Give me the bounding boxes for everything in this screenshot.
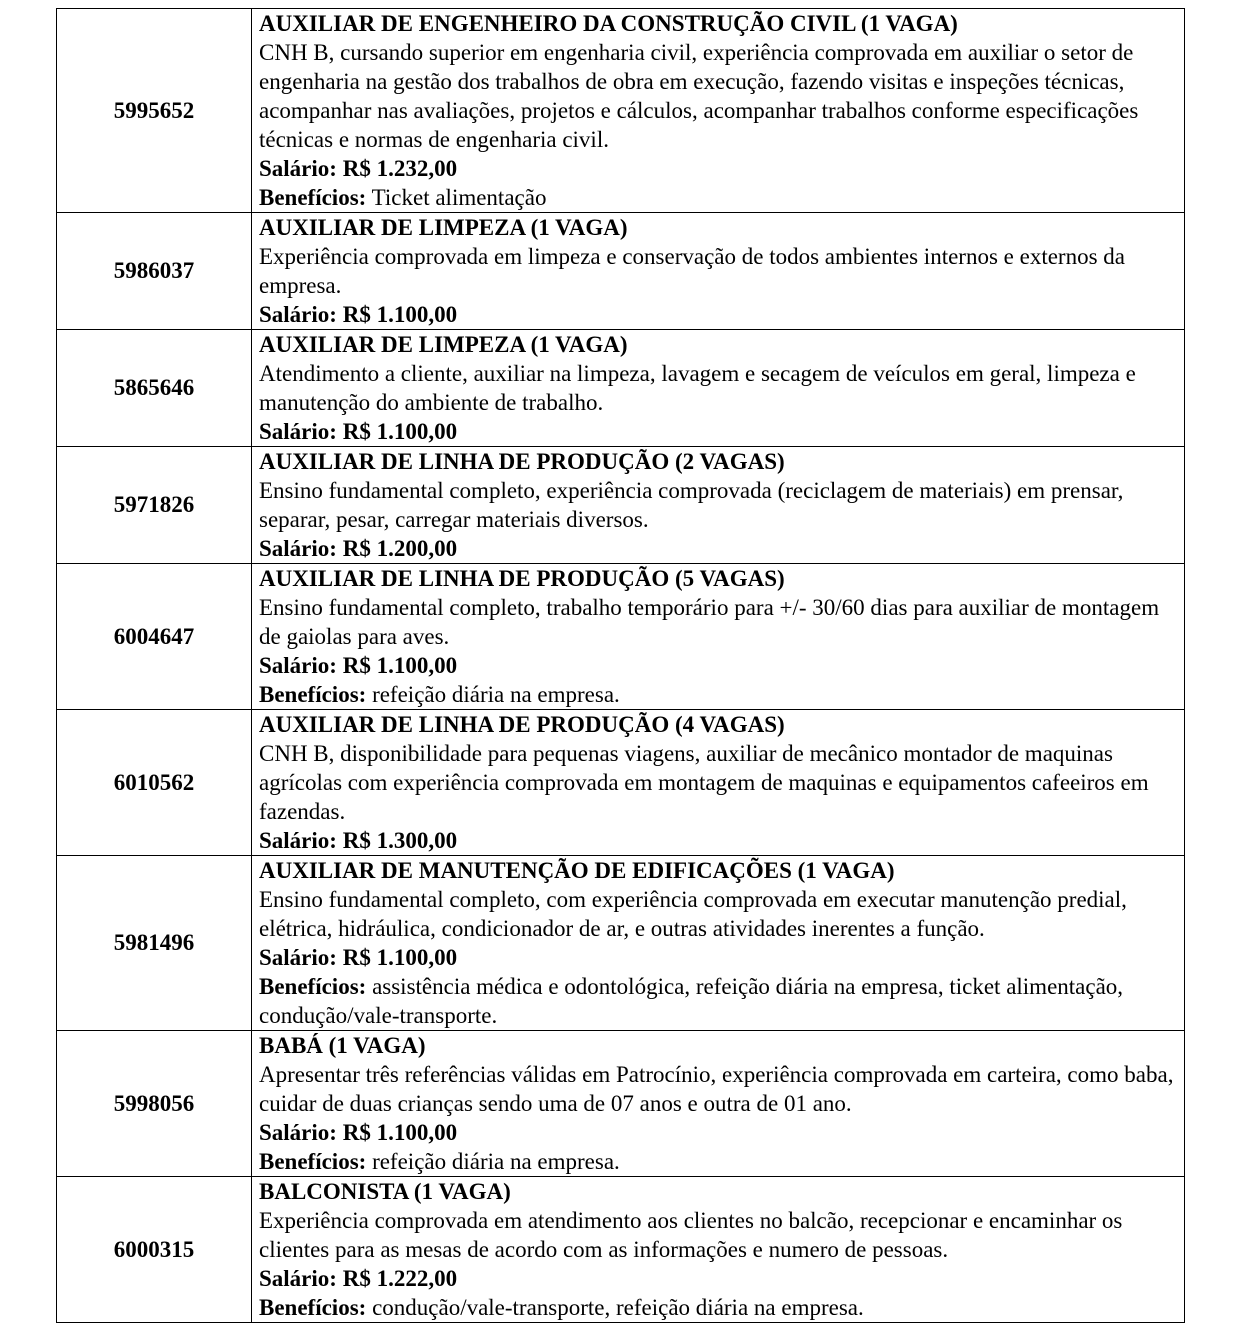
salary-value: R$ 1.100,00 bbox=[342, 1120, 458, 1145]
job-details bbox=[252, 1031, 1185, 1177]
salary-label: Salário: bbox=[259, 945, 337, 970]
job-salary bbox=[259, 651, 1176, 680]
job-description: Apresentar três referências válidas em Patrocínio, experiência comprovada em carteira, como baba, cuidar de duas crianças sendo uma de 07 anos e outra de 01 ano. bbox=[259, 1062, 1174, 1116]
benefits-label: Benefícios: bbox=[259, 185, 367, 210]
job-title: AUXILIAR DE LIMPEZA (1 VAGA) bbox=[259, 215, 628, 240]
job-benefits bbox=[259, 1293, 1176, 1322]
table-row bbox=[57, 9, 1185, 213]
job-salary bbox=[259, 943, 1176, 972]
job-benefits bbox=[259, 1147, 1176, 1176]
job-title: AUXILIAR DE ENGENHEIRO DA CONSTRUÇÃO CIVIL (1 VAGA) bbox=[259, 11, 958, 36]
job-details bbox=[252, 710, 1185, 856]
salary-label: Salário: bbox=[259, 1120, 337, 1145]
job-details bbox=[252, 213, 1185, 330]
job-details bbox=[252, 447, 1185, 564]
job-description: Ensino fundamental completo, com experiência comprovada em executar manutenção predial, elétrica, hidráulica, condicionador de ar, e outras atividades inerentes a função. bbox=[259, 887, 1127, 941]
salary-value: R$ 1.222,00 bbox=[342, 1266, 458, 1291]
table-row bbox=[57, 710, 1185, 856]
table-row bbox=[57, 213, 1185, 330]
salary-value: R$ 1.100,00 bbox=[342, 302, 458, 327]
job-description: Ensino fundamental completo, experiência comprovada (reciclagem de materiais) em prensar, separar, pesar, carregar materiais diversos. bbox=[259, 478, 1124, 532]
job-code: 5971826 bbox=[57, 447, 252, 564]
job-description: CNH B, disponibilidade para pequenas viagens, auxiliar de mecânico montador de maquinas agrícolas com experiência comprovada em montagem de maquinas e equipamentos cafeeiros em fazendas. bbox=[259, 741, 1149, 824]
job-description: CNH B, cursando superior em engenharia civil, experiência comprovada em auxiliar o setor de engenharia na gestão dos trabalhos de obra em execução, fazendo visitas e inspeções técnicas, acompanhar nas avaliações, projetos e cálculos, acompanhar trabalhos conforme especificações técnicas e normas de engenharia civil. bbox=[259, 40, 1139, 152]
table-row bbox=[57, 1031, 1185, 1177]
job-code: 6010562 bbox=[57, 710, 252, 856]
table-row bbox=[57, 1177, 1185, 1323]
salary-value: R$ 1.100,00 bbox=[342, 653, 458, 678]
job-benefits bbox=[259, 680, 1176, 709]
salary-label: Salário: bbox=[259, 1266, 337, 1291]
job-code: 6000315 bbox=[57, 1177, 252, 1323]
job-code: 6004647 bbox=[57, 564, 252, 710]
job-title: BABÁ (1 VAGA) bbox=[259, 1033, 426, 1058]
salary-label: Salário: bbox=[259, 302, 337, 327]
benefits-label: Benefícios: bbox=[259, 1149, 367, 1174]
salary-label: Salário: bbox=[259, 653, 337, 678]
job-details bbox=[252, 564, 1185, 710]
job-salary bbox=[259, 826, 1176, 855]
job-details bbox=[252, 9, 1185, 213]
job-salary bbox=[259, 1118, 1176, 1147]
benefits-value: Ticket alimentação bbox=[371, 185, 547, 210]
salary-value: R$ 1.100,00 bbox=[342, 945, 458, 970]
table-row bbox=[57, 330, 1185, 447]
salary-label: Salário: bbox=[259, 828, 337, 853]
job-salary bbox=[259, 534, 1176, 563]
job-title: AUXILIAR DE LINHA DE PRODUÇÃO (4 VAGAS) bbox=[259, 712, 785, 737]
job-code: 5981496 bbox=[57, 856, 252, 1031]
job-title: BALCONISTA (1 VAGA) bbox=[259, 1179, 511, 1204]
benefits-value: refeição diária na empresa. bbox=[372, 1149, 620, 1174]
job-description: Atendimento a cliente, auxiliar na limpeza, lavagem e secagem de veículos em geral, limpeza e manutenção do ambiente de trabalho. bbox=[259, 361, 1136, 415]
job-benefits bbox=[259, 183, 1176, 212]
job-code: 5995652 bbox=[57, 9, 252, 213]
job-code: 5865646 bbox=[57, 330, 252, 447]
benefits-label: Benefícios: bbox=[259, 1295, 367, 1320]
benefits-label: Benefícios: bbox=[259, 682, 367, 707]
table-row bbox=[57, 447, 1185, 564]
job-listings-table bbox=[56, 8, 1185, 1323]
job-title: AUXILIAR DE MANUTENÇÃO DE EDIFICAÇÕES (1 VAGA) bbox=[259, 858, 895, 883]
job-details bbox=[252, 330, 1185, 447]
salary-value: R$ 1.200,00 bbox=[342, 536, 458, 561]
job-salary bbox=[259, 417, 1176, 446]
job-description: Experiência comprovada em atendimento aos clientes no balcão, recepcionar e encaminhar os clientes para as mesas de acordo com as informações e numero de pessoas. bbox=[259, 1208, 1123, 1262]
job-details bbox=[252, 856, 1185, 1031]
job-details bbox=[252, 1177, 1185, 1323]
salary-value: R$ 1.300,00 bbox=[342, 828, 458, 853]
job-description: Ensino fundamental completo, trabalho temporário para +/- 30/60 dias para auxiliar de montagem de gaiolas para aves. bbox=[259, 595, 1160, 649]
job-title: AUXILIAR DE LINHA DE PRODUÇÃO (5 VAGAS) bbox=[259, 566, 785, 591]
table-row bbox=[57, 564, 1185, 710]
salary-value: R$ 1.100,00 bbox=[342, 419, 458, 444]
job-salary bbox=[259, 300, 1176, 329]
benefits-value: condução/vale-transporte, refeição diária na empresa. bbox=[372, 1295, 864, 1320]
job-salary bbox=[259, 154, 1176, 183]
job-salary bbox=[259, 1264, 1176, 1293]
job-benefits bbox=[259, 972, 1176, 1030]
benefits-label: Benefícios: bbox=[259, 974, 367, 999]
salary-label: Salário: bbox=[259, 156, 337, 181]
job-code: 5998056 bbox=[57, 1031, 252, 1177]
job-title: AUXILIAR DE LIMPEZA (1 VAGA) bbox=[259, 332, 628, 357]
salary-value: R$ 1.232,00 bbox=[342, 156, 458, 181]
job-code: 5986037 bbox=[57, 213, 252, 330]
job-description: Experiência comprovada em limpeza e conservação de todos ambientes internos e externos da empresa. bbox=[259, 244, 1125, 298]
table-row bbox=[57, 856, 1185, 1031]
job-title: AUXILIAR DE LINHA DE PRODUÇÃO (2 VAGAS) bbox=[259, 449, 785, 474]
benefits-value: refeição diária na empresa. bbox=[372, 682, 620, 707]
salary-label: Salário: bbox=[259, 419, 337, 444]
benefits-value: assistência médica e odontológica, refeição diária na empresa, ticket alimentação, condução/vale-transporte. bbox=[259, 974, 1124, 1028]
salary-label: Salário: bbox=[259, 536, 337, 561]
